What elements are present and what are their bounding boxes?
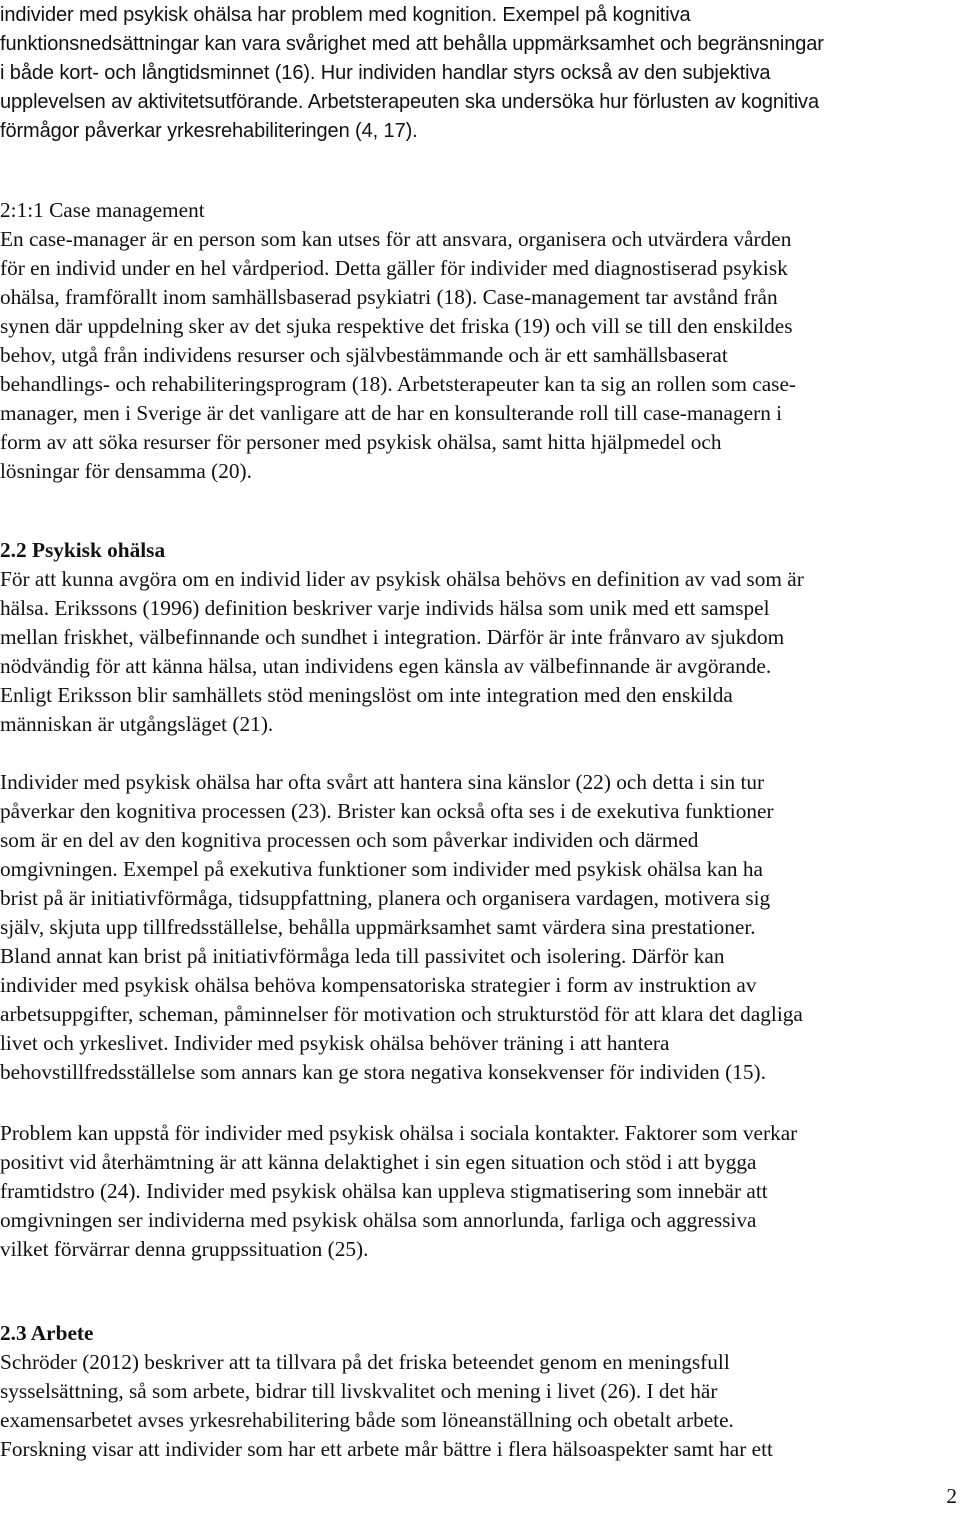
paragraph-line: omgivningen. Exempel på exekutiva funktioner som individer med psykisk ohälsa kan ha [0,857,763,881]
case-management-line: behov, utgå från individens resurser och självbestämmande och är ett samhällsbaserat [0,343,728,367]
section-heading-case-management: 2:1:1 Case management [0,198,205,222]
arbete-line: Schröder (2012) beskriver att ta tillvara på det friska beteendet genom en meningsfull [0,1350,730,1374]
paragraph-line: själv, skjuta upp tillfredsställelse, behålla uppmärksamhet samt värdera sina prestationer. [0,915,756,939]
intro-line: individer med psykisk ohälsa har problem med kognition. Exempel på kognitiva [0,4,691,26]
paragraph-line: brist på är initiativförmåga, tidsuppfattning, planera och organisera vardagen, motivera sig [0,886,771,910]
paragraph-line: Bland annat kan brist på initiativförmåga leda till passivitet och isolering. Därför kan [0,944,725,968]
intro-line: förmågor påverkar yrkesrehabiliteringen (4, 17). [0,120,418,142]
paragraph-line: framtidstro (24). Individer med psykisk ohälsa kan uppleva stigmatisering som innebär att [0,1179,768,1203]
section-heading-psykisk-ohalsa: 2.2 Psykisk ohälsa [0,538,166,562]
paragraph-line: vilket förvärrar denna gruppssituation (25). [0,1237,369,1261]
intro-line: i både kort- och långtidsminnet (16). Hur individen handlar styrs också av den subjektiva [0,62,771,84]
intro-line: funktionsnedsättningar kan vara svårighet med att behålla uppmärksamhet och begränsningar [0,33,824,55]
paragraph-line: behovstillfredsställelse som annars kan ge stora negativa konsekvenser för individen (15). [0,1060,766,1084]
paragraph-line: Enligt Eriksson blir samhällets stöd meningslöst om inte integration med den enskilda [0,683,733,707]
paragraph-line: livet och yrkeslivet. Individer med psykisk ohälsa behöver träning i att hantera [0,1031,670,1055]
paragraph-line: nödvändig för att känna hälsa, utan individens egen känsla av välbefinnande är avgörande. [0,654,772,678]
case-management-line: behandlings- och rehabiliteringsprogram (18). Arbetsterapeuter kan ta sig an rollen som case- [0,372,797,396]
paragraph-line: För att kunna avgöra om en individ lider av psykisk ohälsa behövs en definition av vad som är [0,567,804,591]
paragraph-line: Individer med psykisk ohälsa har ofta svårt att hantera sina känslor (22) och detta i sin tur [0,770,765,794]
paragraph-line: människan är utgångsläget (21). [0,712,274,736]
case-management-line: manager, men i Sverige är det vanligare att de har en konsulterande roll till case-managern i [0,401,783,425]
paragraph-line: som är en del av den kognitiva processen och som påverkar individen och därmed [0,828,699,852]
case-management-line: form av att söka resurser för personer med psykisk ohälsa, samt hitta hjälpmedel och [0,430,722,454]
paragraph-line: omgivningen ser individerna med psykisk ohälsa som annorlunda, farliga och aggressiva [0,1208,757,1232]
case-management-line: ohälsa, framförallt inom samhällsbaserad psykiatri (18). Case-management tar avstånd från [0,285,778,309]
paragraph-line: arbetsuppgifter, scheman, påminnelser för motivation och strukturstöd för att klara det dagliga [0,1002,803,1026]
case-management-line: för en individ under en hel vårdperiod. Detta gäller för individer med diagnostiserad psykisk [0,256,788,280]
section-heading-arbete: 2.3 Arbete [0,1321,94,1345]
case-management-line: synen där uppdelning sker av det sjuka respektive det friska (19) och vill se till den enskildes [0,314,793,338]
arbete-line: sysselsättning, så som arbete, bidrar till livskvalitet och mening i livet (26). I det här [0,1379,718,1403]
paragraph-line: individer med psykisk ohälsa behöva kompensatoriska strategier i form av instruktion av [0,973,757,997]
paragraph-line: positivt vid återhämtning är att känna delaktighet i sin egen situation och stöd i att bygga [0,1150,757,1174]
paragraph-line: påverkar den kognitiva processen (23). Brister kan också ofta ses i de exekutiva funktioner [0,799,774,823]
arbete-line: Forskning visar att individer som har ett arbete mår bättre i flera hälsoaspekter samt har ett [0,1437,773,1461]
arbete-line: examensarbetet avses yrkesrehabilitering både som löneanställning och obetalt arbete. [0,1408,734,1432]
page-number: 2 [946,1484,957,1508]
paragraph-line: Problem kan uppstå för individer med psykisk ohälsa i sociala kontakter. Faktorer som verkar [0,1121,798,1145]
paragraph-line: mellan friskhet, välbefinnande och sundhet i integration. Därför är inte frånvaro av sjukdom [0,625,785,649]
paragraph-line: hälsa. Erikssons (1996) definition beskriver varje individs hälsa som unik med ett samspel [0,596,770,620]
intro-line: upplevelsen av aktivitetsutförande. Arbetsterapeuten ska undersöka hur förlusten av kognitiva [0,91,819,113]
case-management-line: lösningar för densamma (20). [0,459,252,483]
case-management-line: En case-manager är en person som kan utses för att ansvara, organisera och utvärdera vården [0,227,792,251]
